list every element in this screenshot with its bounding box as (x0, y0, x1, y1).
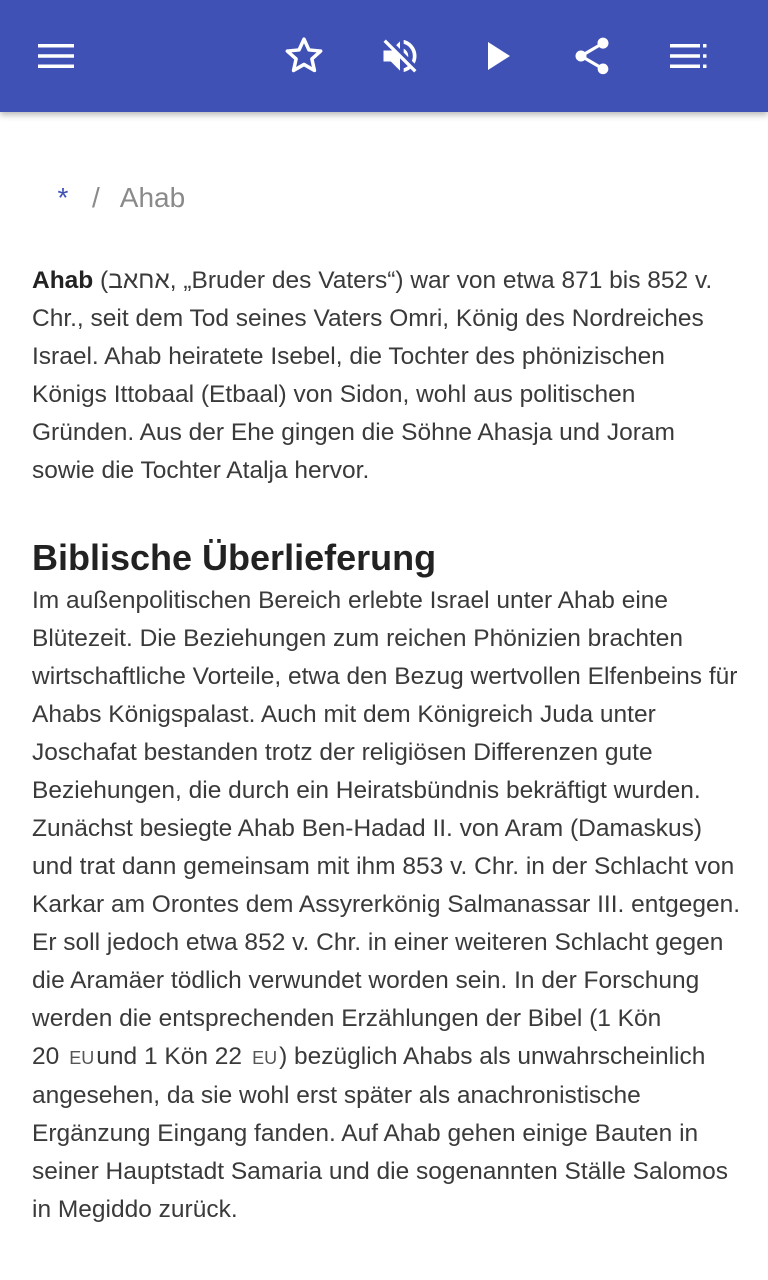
section-paragraph (32, 582, 742, 1229)
breadcrumb-separator: / (92, 182, 100, 213)
breadcrumb-current: Ahab (119, 182, 186, 213)
section-text-2: und 1 Kön 22 (96, 1043, 243, 1070)
intro-text-1: ( (93, 267, 109, 294)
volume-off-icon (378, 34, 422, 78)
share-icon (570, 34, 614, 78)
list-icon (668, 36, 708, 76)
breadcrumb (56, 180, 185, 216)
play-button[interactable] (470, 28, 526, 84)
breadcrumb-home-link[interactable]: * (57, 182, 69, 213)
hebrew-name: אחאב (108, 267, 170, 294)
bookmark-button[interactable] (276, 28, 332, 84)
intro-paragraph (32, 262, 742, 490)
bible-link-eu-1[interactable]: EU (69, 1048, 95, 1068)
menu-icon (36, 36, 76, 76)
menu-button[interactable] (28, 28, 84, 84)
section-heading: Biblische Überlieferung (32, 537, 437, 578)
content-area[interactable] (0, 112, 768, 1280)
share-button[interactable] (564, 28, 620, 84)
section-text-3: ) bezüglich Ahabs als unwahrscheinlich angesehen, da sie wohl erst später als anachronistische Ergänzung Eingang fanden. Auf Ahab gehen einige Bauten in seiner Hauptstadt Samaria und die sogenannten Ställe Salomos in Megiddo zurück. (32, 1043, 728, 1223)
bible-link-eu-2[interactable]: EU (252, 1048, 278, 1068)
app-bar (0, 0, 768, 112)
toc-button[interactable] (660, 28, 716, 84)
article-body (32, 262, 742, 1229)
play-icon (478, 36, 518, 76)
section-text-1: Im außenpolitischen Bereich erlebte Israel unter Ahab eine Blütezeit. Die Beziehungen zum reichen Phönizien brachten wirtschaftliche Vorteile, etwa den Bezug wertvollen Elfenbeins für Ahabs Königspalast. Auch mit dem Königreich Juda unter Joschafat bestanden trotz der religiösen Differenzen gute Beziehungen, die durch ein Heiratsbündnis bekräftigt wurden. Zunächst besiegte Ahab Ben-Hadad II. von Aram (Damaskus) und trat dann gemeinsam mit ihm 853 v. Chr. in der Schlacht von Karkar am Orontes dem Assyrerkönig Salmanassar III. entgegen. Er soll jedoch etwa 852 v. Chr. in einer weiteren Schlacht gegen die Aramäer tödlich verwundet worden sein. In der Forschung werden die entsprechenden Erzählungen der Bibel (1 Kön 20 (32, 587, 741, 1070)
intro-text-2: , „Bruder des Vaters“) war von etwa 871 bis 852 v. Chr., seit dem Tod seines Vaters Omri, König des Nordreiches Israel. Ahab heiratete Isebel, die Tochter des phönizischen Königs Ittobaal (Etbaal) von Sidon, wohl aus politischen Gründen. Aus der Ehe gingen die Söhne Ahasja und Joram sowie die Tochter Atalja hervor. (32, 267, 713, 484)
article-term: Ahab (32, 267, 94, 294)
star-outline-icon (282, 34, 326, 78)
mute-button[interactable] (372, 28, 428, 84)
